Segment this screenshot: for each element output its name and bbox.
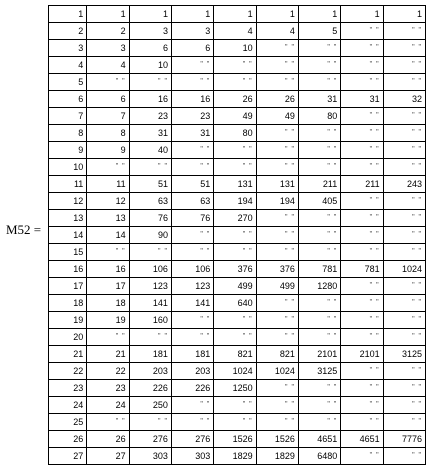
matrix-cell: 226 (171, 380, 213, 397)
table-row (49, 397, 426, 414)
matrix-cell: " " (383, 108, 425, 125)
matrix-cell: 781 (298, 261, 340, 278)
matrix-cell: " " (341, 57, 383, 74)
matrix-cell: 4 (214, 23, 256, 40)
matrix-cell: " " (383, 363, 425, 380)
row-index-cell: 2 (49, 23, 87, 40)
matrix-cell: " " (171, 312, 213, 329)
matrix-cell: 19 (87, 312, 129, 329)
matrix-cell: " " (383, 244, 425, 261)
matrix-cell: " " (341, 210, 383, 227)
matrix-cell: 12 (87, 193, 129, 210)
matrix-cell: 194 (214, 193, 256, 210)
matrix-cell: 80 (298, 108, 340, 125)
table-row (49, 414, 426, 431)
matrix-cell: 63 (171, 193, 213, 210)
matrix-cell: 1 (256, 6, 298, 23)
matrix-cell: 1 (341, 6, 383, 23)
table-row (49, 227, 426, 244)
matrix-cell: " " (129, 244, 171, 261)
matrix-cell: 63 (129, 193, 171, 210)
matrix-cell: 4651 (341, 431, 383, 448)
matrix-cell: " " (214, 159, 256, 176)
matrix-cell: 781 (341, 261, 383, 278)
matrix-cell: 23 (171, 108, 213, 125)
matrix-cell: 49 (256, 108, 298, 125)
row-index-cell: 7 (49, 108, 87, 125)
matrix-cell: 3125 (298, 363, 340, 380)
row-index-cell: 11 (49, 176, 87, 193)
matrix-cell: 16 (171, 91, 213, 108)
matrix-cell: " " (341, 74, 383, 91)
table-row (49, 329, 426, 346)
row-index-cell: 21 (49, 346, 87, 363)
matrix-cell: " " (171, 227, 213, 244)
matrix-cell: " " (214, 244, 256, 261)
row-index-cell: 4 (49, 57, 87, 74)
table-row (49, 210, 426, 227)
table-row (49, 176, 426, 193)
matrix-cell: 250 (129, 397, 171, 414)
matrix-cell: 123 (129, 278, 171, 295)
matrix-cell: " " (256, 312, 298, 329)
matrix-cell: 2101 (298, 346, 340, 363)
matrix-cell: 11 (87, 176, 129, 193)
matrix-cell: 1250 (214, 380, 256, 397)
matrix-cell: 376 (214, 261, 256, 278)
matrix-cell: 1 (129, 6, 171, 23)
table-row (49, 57, 426, 74)
matrix-cell: 23 (129, 108, 171, 125)
matrix-cell: 1 (214, 6, 256, 23)
matrix-cell: " " (256, 227, 298, 244)
table-row (49, 40, 426, 57)
table-row (49, 142, 426, 159)
matrix-cell: 31 (171, 125, 213, 142)
matrix-cell: 1526 (256, 431, 298, 448)
matrix-cell: 26 (214, 91, 256, 108)
matrix-cell: " " (87, 159, 129, 176)
row-index-cell: 17 (49, 278, 87, 295)
matrix-cell: " " (383, 278, 425, 295)
matrix-cell: " " (214, 329, 256, 346)
matrix-cell: " " (341, 295, 383, 312)
matrix-cell: " " (383, 142, 425, 159)
matrix-cell: " " (171, 159, 213, 176)
matrix-cell: 276 (171, 431, 213, 448)
matrix-cell: " " (214, 414, 256, 431)
matrix-cell: " " (256, 380, 298, 397)
matrix-cell: " " (256, 159, 298, 176)
matrix-cell: " " (256, 74, 298, 91)
matrix-cell: " " (298, 57, 340, 74)
matrix-cell: " " (383, 74, 425, 91)
matrix-cell: 1024 (383, 261, 425, 278)
table-row (49, 295, 426, 312)
matrix-cell: " " (341, 227, 383, 244)
matrix-cell: " " (383, 57, 425, 74)
matrix-cell: " " (341, 278, 383, 295)
table-row (49, 448, 426, 465)
matrix-cell: 9 (87, 142, 129, 159)
matrix-cell: " " (171, 74, 213, 91)
matrix-cell: 1280 (298, 278, 340, 295)
matrix-cell: 3 (171, 23, 213, 40)
matrix-cell: " " (341, 244, 383, 261)
table-row (49, 108, 426, 125)
matrix-cell: " " (383, 397, 425, 414)
matrix-cell: 31 (341, 91, 383, 108)
matrix-cell: 7 (87, 108, 129, 125)
matrix-cell: " " (383, 227, 425, 244)
table-row (49, 91, 426, 108)
matrix-cell: " " (298, 380, 340, 397)
row-index-cell: 16 (49, 261, 87, 278)
matrix-cell: " " (383, 159, 425, 176)
matrix-cell: 49 (214, 108, 256, 125)
matrix-cell: 6 (171, 40, 213, 57)
matrix-cell: 499 (214, 278, 256, 295)
matrix-cell: " " (256, 295, 298, 312)
matrix-cell: " " (383, 193, 425, 210)
matrix-cell: 51 (129, 176, 171, 193)
matrix-cell: 6 (87, 91, 129, 108)
matrix-cell: 18 (87, 295, 129, 312)
matrix-cell: 4 (256, 23, 298, 40)
matrix-cell: 10 (214, 40, 256, 57)
matrix-cell: 2 (87, 23, 129, 40)
matrix-cell: 51 (171, 176, 213, 193)
matrix-cell: 24 (87, 397, 129, 414)
matrix-cell: " " (298, 142, 340, 159)
table-row (49, 23, 426, 40)
table-row (49, 74, 426, 91)
matrix-cell: " " (383, 125, 425, 142)
matrix-cell: " " (214, 397, 256, 414)
row-index-cell: 3 (49, 40, 87, 57)
matrix-cell: " " (129, 74, 171, 91)
matrix-cell: 23 (87, 380, 129, 397)
matrix-cell: " " (383, 312, 425, 329)
matrix-cell: " " (341, 23, 383, 40)
table-row (49, 261, 426, 278)
matrix-cell: " " (341, 312, 383, 329)
matrix-cell: " " (383, 414, 425, 431)
matrix-cell: " " (298, 312, 340, 329)
matrix-cell: " " (171, 57, 213, 74)
matrix-cell: 181 (171, 346, 213, 363)
matrix-cell: " " (383, 40, 425, 57)
matrix-cell: " " (298, 159, 340, 176)
matrix-cell: " " (214, 74, 256, 91)
matrix-cell: 203 (171, 363, 213, 380)
matrix-cell: " " (341, 193, 383, 210)
matrix-cell: 141 (171, 295, 213, 312)
matrix-cell: 1829 (256, 448, 298, 465)
matrix-cell: " " (383, 329, 425, 346)
matrix-cell: 243 (383, 176, 425, 193)
matrix-cell: " " (298, 329, 340, 346)
matrix-cell: 141 (129, 295, 171, 312)
table-row (49, 312, 426, 329)
matrix-cell: " " (341, 40, 383, 57)
matrix-cell: 10 (129, 57, 171, 74)
matrix-cell: 6 (129, 40, 171, 57)
matrix-cell: 640 (214, 295, 256, 312)
matrix-cell: 22 (87, 363, 129, 380)
matrix-label: M52 = (6, 222, 42, 237)
matrix-cell: " " (256, 125, 298, 142)
matrix-cell: " " (383, 295, 425, 312)
matrix-cell: 211 (341, 176, 383, 193)
matrix-cell: " " (341, 380, 383, 397)
matrix-cell: " " (341, 159, 383, 176)
row-index-cell: 10 (49, 159, 87, 176)
matrix-cell: " " (214, 312, 256, 329)
matrix-cell: " " (341, 448, 383, 465)
row-index-cell: 24 (49, 397, 87, 414)
matrix-cell: " " (171, 142, 213, 159)
row-index-cell: 22 (49, 363, 87, 380)
row-index-cell: 20 (49, 329, 87, 346)
matrix-cell: " " (256, 57, 298, 74)
matrix-cell: 821 (214, 346, 256, 363)
matrix-cell: 1 (87, 6, 129, 23)
matrix-cell: " " (383, 448, 425, 465)
matrix-cell: 1526 (214, 431, 256, 448)
matrix-cell: 131 (214, 176, 256, 193)
matrix-cell: 16 (87, 261, 129, 278)
matrix-cell: 16 (129, 91, 171, 108)
row-index-cell: 26 (49, 431, 87, 448)
matrix-cell: " " (341, 363, 383, 380)
matrix-cell: 1 (383, 6, 425, 23)
matrix-cell: " " (256, 210, 298, 227)
matrix-cell: 76 (129, 210, 171, 227)
matrix-cell: " " (298, 227, 340, 244)
row-index-cell: 15 (49, 244, 87, 261)
table-row (49, 125, 426, 142)
matrix-cell: 211 (298, 176, 340, 193)
matrix-cell: " " (341, 329, 383, 346)
matrix-cell: 160 (129, 312, 171, 329)
matrix-cell: 5 (298, 23, 340, 40)
matrix-table (48, 5, 426, 465)
matrix-cell: 31 (298, 91, 340, 108)
matrix-cell: " " (341, 125, 383, 142)
matrix-cell: " " (87, 329, 129, 346)
matrix-cell: 123 (171, 278, 213, 295)
table-row (49, 380, 426, 397)
row-index-cell: 5 (49, 74, 87, 91)
matrix-cell: " " (256, 414, 298, 431)
matrix-cell: " " (298, 74, 340, 91)
matrix-cell: 499 (256, 278, 298, 295)
matrix-body (49, 6, 426, 465)
matrix-cell: " " (256, 244, 298, 261)
matrix-cell: 276 (129, 431, 171, 448)
row-index-cell: 8 (49, 125, 87, 142)
matrix-cell: " " (171, 414, 213, 431)
matrix-cell: " " (129, 159, 171, 176)
matrix-cell: 203 (129, 363, 171, 380)
matrix-cell: " " (341, 142, 383, 159)
row-index-cell: 18 (49, 295, 87, 312)
matrix-cell: 3125 (383, 346, 425, 363)
matrix-cell: " " (298, 397, 340, 414)
row-index-cell: 9 (49, 142, 87, 159)
matrix-cell: 1 (298, 6, 340, 23)
matrix-cell: 1024 (256, 363, 298, 380)
table-row (49, 431, 426, 448)
matrix-cell: 32 (383, 91, 425, 108)
matrix-cell: " " (298, 244, 340, 261)
matrix-cell: 40 (129, 142, 171, 159)
matrix-cell: " " (171, 329, 213, 346)
row-index-cell: 14 (49, 227, 87, 244)
matrix-cell: 303 (171, 448, 213, 465)
matrix-cell: 405 (298, 193, 340, 210)
matrix-cell: 303 (129, 448, 171, 465)
table-row (49, 363, 426, 380)
table-row (49, 278, 426, 295)
matrix-cell: 3 (87, 40, 129, 57)
matrix-cell: 80 (214, 125, 256, 142)
matrix-cell: 27 (87, 448, 129, 465)
table-row (49, 6, 426, 23)
row-index-cell: 12 (49, 193, 87, 210)
matrix-cell: " " (383, 210, 425, 227)
matrix-cell: 226 (129, 380, 171, 397)
matrix-cell: 17 (87, 278, 129, 295)
matrix-cell: " " (214, 142, 256, 159)
matrix-cell: " " (341, 397, 383, 414)
matrix-cell: 131 (256, 176, 298, 193)
matrix-cell: 76 (171, 210, 213, 227)
matrix-cell: " " (256, 40, 298, 57)
matrix-cell: " " (256, 142, 298, 159)
matrix-cell: 106 (129, 261, 171, 278)
matrix-cell: 821 (256, 346, 298, 363)
matrix-cell: " " (341, 414, 383, 431)
matrix-cell: 6480 (298, 448, 340, 465)
matrix-cell: " " (383, 380, 425, 397)
matrix-cell: 26 (256, 91, 298, 108)
matrix-cell: 21 (87, 346, 129, 363)
matrix-cell: 1 (171, 6, 213, 23)
matrix-cell: " " (256, 329, 298, 346)
table-row (49, 244, 426, 261)
matrix-cell: 270 (214, 210, 256, 227)
matrix-cell: 4 (87, 57, 129, 74)
matrix-cell: 14 (87, 227, 129, 244)
matrix-cell: 8 (87, 125, 129, 142)
matrix-cell: 181 (129, 346, 171, 363)
matrix-cell: 2101 (341, 346, 383, 363)
matrix-cell: 3 (129, 23, 171, 40)
table-row (49, 346, 426, 363)
matrix-cell: 1024 (214, 363, 256, 380)
matrix-cell: " " (87, 74, 129, 91)
matrix-cell: " " (298, 295, 340, 312)
matrix-cell: " " (171, 244, 213, 261)
matrix-cell: 106 (171, 261, 213, 278)
table-row (49, 159, 426, 176)
matrix-cell: " " (129, 329, 171, 346)
matrix-cell: " " (256, 397, 298, 414)
matrix-cell: 90 (129, 227, 171, 244)
row-index-cell: 25 (49, 414, 87, 431)
row-index-cell: 23 (49, 380, 87, 397)
matrix-cell: " " (87, 244, 129, 261)
matrix-cell: " " (87, 414, 129, 431)
matrix-cell: " " (214, 57, 256, 74)
matrix-cell: " " (298, 414, 340, 431)
matrix-cell: " " (298, 125, 340, 142)
matrix-cell: 194 (256, 193, 298, 210)
matrix-cell: 31 (129, 125, 171, 142)
matrix-cell: " " (298, 40, 340, 57)
table-row (49, 193, 426, 210)
row-index-cell: 13 (49, 210, 87, 227)
matrix-cell: " " (214, 227, 256, 244)
row-index-cell: 6 (49, 91, 87, 108)
row-index-cell: 27 (49, 448, 87, 465)
row-index-cell: 1 (49, 6, 87, 23)
matrix-cell: 13 (87, 210, 129, 227)
matrix-cell: 7776 (383, 431, 425, 448)
row-index-cell: 19 (49, 312, 87, 329)
matrix-cell: " " (298, 210, 340, 227)
matrix-cell: 1829 (214, 448, 256, 465)
matrix-cell: 4651 (298, 431, 340, 448)
matrix-cell: " " (129, 414, 171, 431)
matrix-cell: 376 (256, 261, 298, 278)
matrix-cell: " " (341, 108, 383, 125)
matrix-cell: 26 (87, 431, 129, 448)
matrix-cell: " " (171, 397, 213, 414)
matrix-cell: " " (383, 23, 425, 40)
